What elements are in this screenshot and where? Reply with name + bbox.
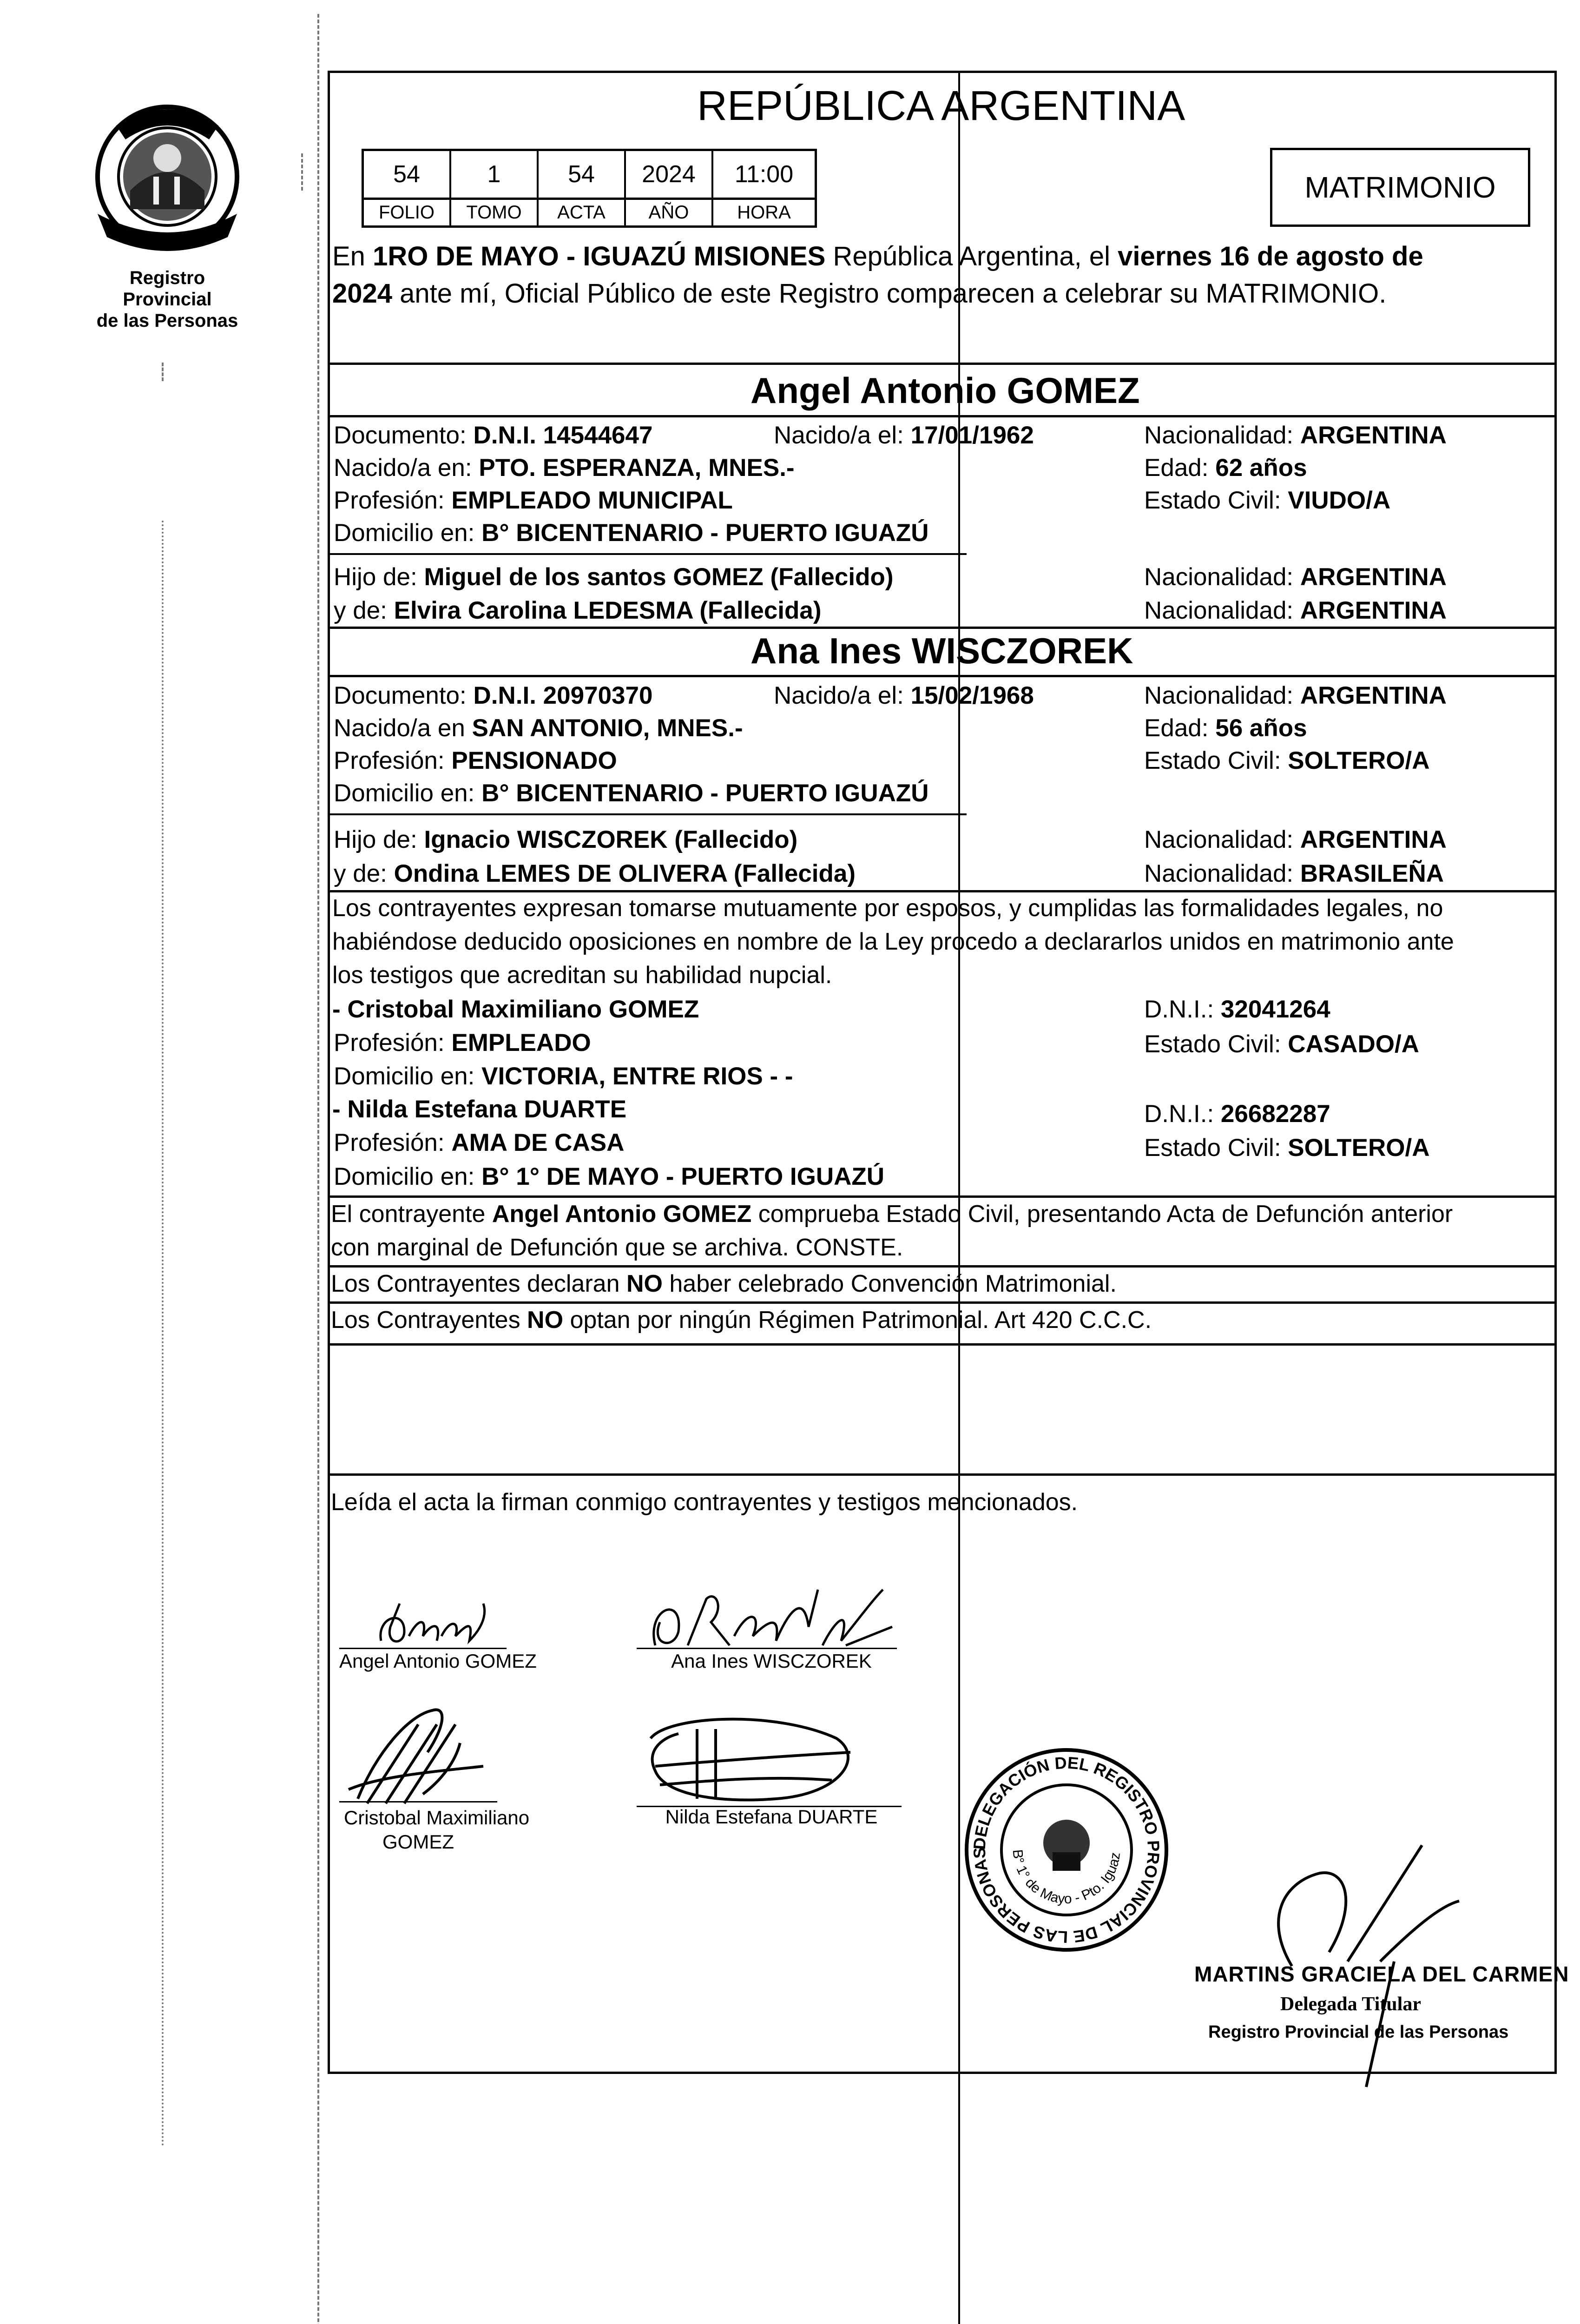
frame-right-border	[1554, 71, 1557, 2074]
seal-ring-text: DELEGACIÓN DEL REGISTRO PROVINCIAL DE LAS PERSONAS	[969, 1753, 1164, 1947]
folio-label: FOLIO	[364, 200, 451, 225]
signature-line	[339, 1801, 497, 1802]
section-divider	[328, 1265, 1557, 1268]
official-name: MARTINS GRACIELA DEL CARMEN	[1194, 1962, 1569, 1986]
registry-seal-stamp	[962, 1745, 1171, 1954]
witness1-profession: Profesión: EMPLEADO	[334, 1029, 591, 1056]
signature-line	[339, 1648, 507, 1649]
margin-guide-line-2	[162, 521, 164, 2147]
witness2-civil-status: Estado Civil: SOLTERO/A	[1144, 1134, 1430, 1162]
section-divider	[328, 415, 1557, 417]
acta-value: 54	[539, 151, 626, 198]
section-divider	[328, 1301, 1557, 1304]
closing-statement: Leída el acta la firman conmigo contrayentes y testigos mencionados.	[331, 1489, 1078, 1516]
intro-year: 2024	[332, 278, 393, 309]
spouse1-mother: y de: Elvira Carolina LEDESMA (Fallecida)	[334, 597, 822, 624]
declaration-line-1: Los contrayentes expresan tomarse mutuamente por esposos, y cumplidas las formalidades legales, no	[332, 895, 1443, 922]
spouse2-birthdate: Nacido/a el: 15/02/1968	[774, 682, 1034, 709]
spouse2-address: Domicilio en: B° BICENTENARIO - PUERTO IGUAZÚ	[334, 779, 929, 807]
spouse2-mother: y de: Ondina LEMES DE OLIVERA (Fallecida)	[334, 860, 856, 887]
address-underline	[328, 813, 967, 815]
spouse1-name: Angel Antonio GOMEZ	[750, 370, 1140, 411]
address-underline	[328, 553, 967, 555]
intro-mid: República Argentina, el	[825, 241, 1118, 271]
margin-mark	[301, 153, 303, 191]
signature-witness1-name	[344, 1806, 530, 1854]
spouse2-birthplace: Nacido/a en SAN ANTONIO, MNES.-	[334, 714, 743, 742]
logo-caption-line1: Registro Provincial	[123, 268, 212, 310]
intro-en: En	[332, 241, 373, 271]
frame-top-border	[328, 71, 1557, 73]
tomo-value: 1	[451, 151, 539, 198]
intro-date: viernes 16 de agosto de	[1118, 241, 1423, 271]
hour-value: 11:00	[734, 161, 794, 188]
margin-guide-line	[317, 14, 319, 2324]
signature-spouse2-name: Ana Ines WISCZOREK	[671, 1650, 872, 1672]
year-value: 2024	[626, 151, 713, 198]
frame-left-border	[328, 71, 330, 2074]
spouse2-mother-nationality: Nacionalidad: BRASILEÑA	[1144, 860, 1444, 887]
spouse2-age: Edad: 56 años	[1144, 714, 1307, 742]
acta-label: ACTA	[539, 200, 626, 225]
intro-rest: ante mí, Oficial Público de este Registro comparecen a celebrar su MATRIMONIO.	[392, 278, 1387, 309]
record-values-row	[364, 151, 815, 198]
document-type-box: MATRIMONIO	[1270, 148, 1530, 227]
provincial-crest-logo	[88, 98, 246, 256]
section-divider	[328, 363, 1557, 365]
spouse1-mother-nationality: Nacionalidad: ARGENTINA	[1144, 597, 1447, 624]
hour-label: HORA	[737, 202, 791, 223]
spouse2-civil-status: Estado Civil: SOLTERO/A	[1144, 747, 1430, 774]
spouse2-profession: Profesión: PENSIONADO	[334, 747, 617, 774]
logo-caption-line2: de las Personas	[96, 310, 238, 331]
section-divider	[328, 1195, 1557, 1198]
spouse1-birthplace: Nacido/a en: PTO. ESPERANZA, MNES.-	[334, 454, 795, 482]
year-label: AÑO	[626, 200, 713, 225]
official-role: Delegada Titular	[1280, 1994, 1421, 2015]
spouse1-civil-status: Estado Civil: VIUDO/A	[1144, 487, 1391, 514]
witness1-dni: D.N.I.: 32041264	[1144, 996, 1330, 1023]
spouse1-document: Documento: D.N.I. 14544647	[334, 422, 653, 449]
signature-witness1-name-line2: GOMEZ	[382, 1831, 454, 1853]
signature-witness2-name: Nilda Estefana DUARTE	[665, 1806, 878, 1828]
witness1-name: - Cristobal Maximiliano GOMEZ	[332, 996, 699, 1023]
section-divider	[328, 627, 1557, 629]
spouse1-address: Domicilio en: B° BICENTENARIO - PUERTO IGUAZÚ	[334, 519, 929, 547]
witness2-dni: D.N.I.: 26682287	[1144, 1100, 1330, 1128]
note-civil-status-line-2: con marginal de Defunción que se archiva. CONSTE.	[331, 1234, 903, 1261]
margin-mark	[162, 363, 164, 381]
signature-line	[637, 1648, 897, 1649]
intro-place: 1RO DE MAYO - IGUAZÚ MISIONES	[373, 241, 826, 271]
folio-value: 54	[364, 151, 451, 198]
tomo-label: TOMO	[451, 200, 539, 225]
witness2-name: - Nilda Estefana DUARTE	[332, 1096, 627, 1123]
witness1-address: Domicilio en: VICTORIA, ENTRE RIOS - -	[334, 1063, 793, 1090]
spouse2-nationality: Nacionalidad: ARGENTINA	[1144, 682, 1447, 709]
declaration-line-2: habiéndose deducido oposiciones en nombre de la Ley procedo a declararlos unidos en matrimonio ante	[332, 928, 1454, 955]
signature-witness1-name-line1: Cristobal Maximiliano	[344, 1807, 530, 1829]
spouse2-father-nationality: Nacionalidad: ARGENTINA	[1144, 826, 1447, 853]
seal-inner-text: B° 1° de Mayo - Pto. Iguaz	[1009, 1849, 1124, 1907]
spouse1-father: Hijo de: Miguel de los santos GOMEZ (Fallecido)	[334, 563, 894, 591]
declaration-line-3: los testigos que acreditan su habilidad nupcial.	[332, 962, 832, 989]
witness1-civil-status: Estado Civil: CASADO/A	[1144, 1030, 1419, 1058]
intro-line-2	[332, 279, 1386, 309]
spouse1-age: Edad: 62 años	[1144, 454, 1307, 482]
section-divider	[328, 1473, 1557, 1476]
spouse2-document: Documento: D.N.I. 20970370	[334, 682, 653, 709]
witness2-address: Domicilio en: B° 1° DE MAYO - PUERTO IGUAZÚ	[334, 1163, 885, 1190]
spouse1-profession: Profesión: EMPLEADO MUNICIPAL	[334, 487, 733, 514]
spouse2-father: Hijo de: Ignacio WISCZOREK (Fallecido)	[334, 826, 798, 853]
spouse1-birthdate: Nacido/a el: 17/01/1962	[774, 422, 1034, 449]
intro-line-1	[332, 242, 1423, 271]
spouse1-father-nationality: Nacionalidad: ARGENTINA	[1144, 563, 1447, 591]
section-divider	[328, 675, 1557, 677]
signature-spouse1	[372, 1590, 502, 1655]
record-labels-row	[364, 200, 815, 225]
section-divider	[328, 1343, 1557, 1346]
witness2-profession: Profesión: AMA DE CASA	[334, 1129, 625, 1156]
signature-witness2	[623, 1701, 864, 1808]
spouse2-name: Ana Ines WISCZOREK	[750, 630, 1133, 671]
signature-spouse1-name: Angel Antonio GOMEZ	[339, 1650, 537, 1672]
record-table	[362, 149, 817, 228]
spouse1-nationality: Nacionalidad: ARGENTINA	[1144, 422, 1447, 449]
note-convention: Los Contrayentes declaran NO haber celebrado Convención Matrimonial.	[331, 1270, 1117, 1297]
logo-caption	[91, 267, 244, 331]
signature-witness1	[339, 1697, 493, 1813]
official-office: Registro Provincial de las Personas	[1208, 2022, 1509, 2042]
note-civil-status: El contrayente Angel Antonio GOMEZ comprueba Estado Civil, presentando Acta de Defunción anterior	[331, 1201, 1453, 1228]
document-title: REPÚBLICA ARGENTINA	[697, 83, 1185, 129]
note-regime: Los Contrayentes NO optan por ningún Régimen Patrimonial. Art 420 C.C.C.	[331, 1307, 1152, 1334]
section-divider	[328, 890, 1557, 892]
